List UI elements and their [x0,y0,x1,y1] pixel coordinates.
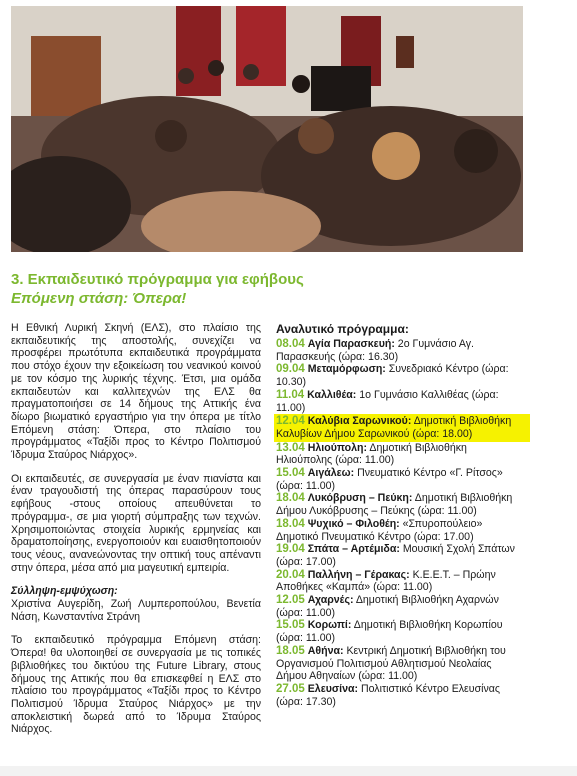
schedule-place: Αχαρνές: [307,594,354,607]
schedule-date: 12.04 [276,415,305,428]
schedule-date: 18.05 [276,644,305,657]
schedule-title: Αναλυτικό πρόγραμμα: [276,322,409,336]
schedule-item [276,543,524,568]
intro-column [11,322,261,747]
schedule-date: 27.05 [276,682,305,695]
partnership-paragraph: Το εκπαιδευτικό πρόγραμμα Επόμενη στάση: Όπερα! θα υλοποιηθεί σε συνεργασία με τις τοπικές βιβλιοθήκες του δικτύου της Future Library, στους δήμους της Αττικής που θα επισκεφθεί η ΕΛΣ στο πλαίσιο του προγράμματος «Ταξίδι προς το Κέντρο Πολιτισμού Ίδρυμα Σταύρος Νιάρχος» με την αποκλειστική δωρεά από το Ίδρυμα Σταύρος Νιάρχος. [11,634,261,736]
intro-paragraph: Η Εθνική Λυρική Σκηνή (ΕΛΣ), στο πλαίσιο της εκπαιδευτικής της αποστολής, συνεχίζει να προσφέρει πρωτότυπα εκπαιδευτικά προγράμματα που στόχο έχουν την εξοικείωση του νεανικού κοινού με τον κόσμο της λυρικής τέχνης. Έτσι, μια ομάδα εκπαιδευτών και καλλιτεχνών της ΕΛΣ θα πραγματοποιήσει σε 14 δήμους της Αττικής ένα δίωρο βιωματικό εργαστήριο για την όπερα με τίτλο Επόμενη στάση: Όπερα, στο πλαίσιο του προγράμματος «Ταξίδι προς το Κέντρο Πολιτισμού Ίδρυμα Σταύρος Νιάρχος». [11,322,261,462]
schedule-venue: 1ο Γυμνάσιο Καλλιθέας (ώρα: 11.00) [276,388,499,414]
schedule-venue: Μουσική Σχολή Σπάτων (ώρα: 17.00) [276,543,515,568]
schedule-date: 13.04 [276,441,305,454]
schedule-item [276,467,524,492]
schedule-item [276,645,524,683]
schedule-date: 20.04 [276,568,305,581]
schedule-place: Ηλιούπολη: [307,441,368,454]
schedule-item [276,338,524,363]
schedule-venue: Κεντρική Δημοτική Βιβλιοθήκη του Οργανισμού Πολιτισμού Αθλητισμού Νεολαίας Δήμου Αθηναίων (ώρα: 11.00) [276,644,506,683]
schedule-venue: Δημοτική Βιβλιοθήκη Ηλιούπολης (ώρα: 11.00) [276,441,467,467]
schedule-venue: Δημοτική Βιβλιοθήκη Αχαρνών (ώρα: 11.00) [276,594,499,619]
schedule-venue: «Σπυροπούλειο» Δημοτικό Πνευματικό Κέντρο (ώρα: 17.00) [276,517,483,543]
schedule-item [274,414,530,441]
schedule-date: 09.04 [276,363,305,376]
schedule-venue: Συνεδριακό Κέντρο (ώρα: 10.30) [276,363,509,389]
schedule-venue: 2ο Γυμνάσιο Αγ. Παρασκευής (ώρα: 16.30) [276,338,474,363]
section-subtitle: Επόμενη στάση: Όπερα! [11,290,187,307]
section-heading [11,270,531,308]
schedule-place: Αγία Παρασκευή: [307,338,395,350]
schedule-place: Αθήνα: [307,644,344,657]
section-title: 3. Εκπαιδευτικό πρόγραμμα για εφήβους [11,271,304,288]
schedule-venue: Κ.Ε.Ε.Τ. – Πρώην Αποθήκες «Καμπά» (ώρα: 11.00) [276,568,496,594]
schedule-date: 12.05 [276,594,305,607]
schedule-place: Λυκόβρυση – Πεύκη: [307,492,413,505]
schedule-item [276,363,524,388]
schedule-column [276,322,524,708]
schedule-item [276,619,524,644]
schedule-place: Μεταμόρφωση: [307,363,386,376]
schedule-list [276,338,524,708]
schedule-venue: Πνευματικό Κέντρο «Γ. Ρίτσος» (ώρα: 11.00) [276,467,503,492]
schedule-date: 19.04 [276,543,305,556]
schedule-place: Σπάτα – Αρτέμιδα: [307,543,400,556]
schedule-venue: Δημοτική Βιβλιοθήκη Δήμου Λυκόβρυσης – Πεύκης (ώρα: 11.00) [276,492,513,518]
schedule-place: Κορωπί: [307,619,352,632]
workshop-photo [11,6,523,252]
schedule-date: 15.04 [276,467,305,480]
schedule-place: Αιγάλεω: [307,467,355,480]
schedule-place: Ψυχικό – Φιλοθέη: [307,517,400,530]
schedule-place: Παλλήνη – Γέρακας: [307,568,410,581]
schedule-place: Ελευσίνα: [307,682,359,695]
method-paragraph: Οι εκπαιδευτές, σε συνεργασία με έναν πιανίστα και έναν τραγουδιστή της όπερας παρασύρουν τους εφήβους -στους οποίους απευθύνεται το πρόγραμμα-, σε μια γιορτή σύμπραξης των τεχνών. Χρησιμοποιώντας στοιχεία λυρικής ερμηνείας και δραματοποίησης, ενεργοποιούν και ευαισθητοποιούν τους νέους, ανανεώνοντας την οπτική τους απέναντι στην όπερα, μέσα από μια μαγευτική εμπειρία. [11,472,261,574]
schedule-date: 15.05 [276,619,305,632]
schedule-date: 08.04 [276,338,305,350]
schedule-date: 11.04 [276,388,305,401]
schedule-venue: Δημοτική Βιβλιοθήκη Κορωπίου (ώρα: 11.00) [276,619,503,645]
schedule-venue: Δημοτική Βιβλιοθήκη Καλυβίων Δήμου Σαρωνικού (ώρα: 18.00) [276,415,512,440]
schedule-place: Καλύβια Σαρωνικού: [307,415,412,428]
schedule-item [276,492,524,517]
schedule-item [276,594,524,619]
schedule-item [276,683,524,708]
credits-label: Σύλληψη-εμψύχωση: [11,585,118,598]
schedule-place: Καλλιθέα: [307,388,357,401]
page-bottom-strip [0,766,577,776]
schedule-item [276,518,524,543]
schedule-item [276,389,524,414]
schedule-date: 18.04 [276,517,305,530]
schedule-item [276,442,524,467]
schedule-venue: Πολιτιστικό Κέντρο Ελευσίνας (ώρα: 17.30) [276,682,500,708]
credits-names: Χριστίνα Αυγερίδη, Ζωή Λυμπεροπούλου, Βενετία Νάση, Κωνσταντίνα Στράνη [11,598,261,623]
schedule-item [276,569,524,594]
schedule-date: 18.04 [276,492,305,505]
